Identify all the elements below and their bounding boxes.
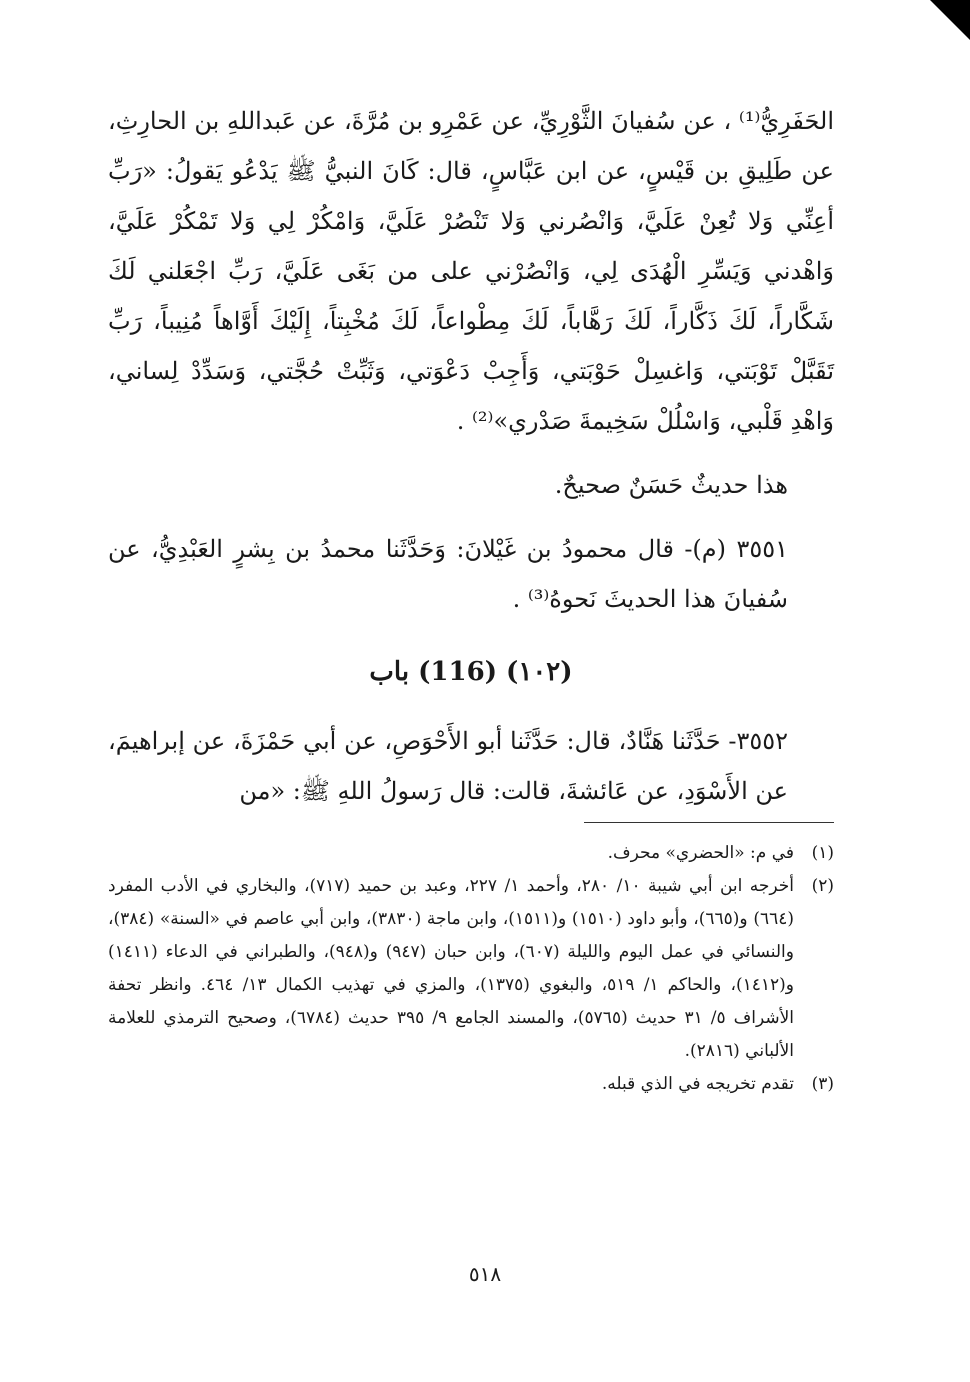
footnote-number: (١) (811, 843, 834, 863)
page-content (108, 96, 834, 1101)
footnote-number: (٢) (811, 876, 834, 896)
hadith-3551-paragraph: ٣٥٥١ (م)- قال محمودُ بن غَيْلانَ: وَحَدَّثَنا محمدُ بن بِشرٍ العَبْدِيُّ، عن سُفيانَ هذا الحديثَ نَحوهُ⁽³⁾ . (108, 535, 789, 613)
grading-paragraph: هذا حديثٌ حَسَنٌ صحيحٌ. (554, 471, 788, 499)
footnote (108, 837, 834, 870)
main-text (108, 96, 834, 816)
corner-scan-mark (930, 0, 970, 40)
footnote (108, 870, 834, 1068)
footnote-text: تقدم تخريجه في الذي قبله. (601, 1074, 794, 1094)
chapter-heading: (١٠٢) (116) باب (369, 657, 573, 687)
page-number: ٥١٨ (468, 1262, 502, 1286)
footnote (108, 1068, 834, 1101)
footnote-text: أخرجه ابن أبي شيبة ١٠/ ٢٨٠، وأحمد ١/ ٢٢٧، وعبد بن حميد (٧١٧)، والبخاري في الأدب المفرد (٦٦٤) و(٦٦٥)، وأبو داود (١٥١٠) و(١٥١١)، وابن ماجة (٣٨٣٠)، وابن أبي عاصم في «السنة» (٣٨٤)، والنسائي في عمل اليوم والليلة (٦٠٧)، وابن حبان (٩٤٧) و(٩٤٨)، والطبراني في الدعاء (١٤١١) و(١٤١٢)، والحاكم ١/ ٥١٩، والبغوي (١٣٧٥)، والمزي في تهذيب الكمال ١٣/ ٤٦٤. وانظر تحفة الأشراف ٥/ ٣١ حديث (٥٧٦٥)، والمسند الجامع ٩/ ٣٩٥ حديث (٦٧٨٤)، وصحيح الترمذي للعلامة الألباني (٢٨١٦). (108, 876, 795, 1061)
hadith-3552-paragraph: ٣٥٥٢- حَدَّثَنا هَنَّادٌ، قال: حَدَّثَنا أبو الأَحْوَصِ، عن أبي حَمْزَةَ، عن إبراهيمَ، عن الأَسْوَدِ، عن عَائشةَ، قالت: قال رَسولُ اللهِ ﷺ: «من (108, 727, 788, 805)
footnote-divider (584, 822, 834, 823)
footnote-number: (٣) (811, 1074, 834, 1094)
hadith-text-paragraph: الحَفَرِيُّ⁽¹⁾ ، عن سُفيانَ الثَّوْرِيِّ، عن عَمْرِو بن مُرَّةَ، عن عَبداللهِ بن الحارِثِ، عن طَلِيقِ بن قَيْسٍ، عن ابن عَبَّاسٍ، قال: كَانَ النبيُّ ﷺ يَدْعُو يَقولُ: «رَبِّ أعِنِّي وَلا تُعِنْ عَلَيَّ، وَانْصُرني وَلا تَنْصُرْ عَلَيَّ، وَامْكُرْ لِي وَلا تَمْكُرْ عَلَيَّ، وَاهْدني وَيَسِّرِ الْهُدَى لِي، وَانْصُرْني على من بَغَى عَلَيَّ، رَبِّ اجْعَلني لَكَ شَكَّاراً، لَكَ ذَكَّاراً، لَكَ رَهَّاباً، لَكَ مِطْواعاً، لَكَ مُخْبِتاً، إِلَيْكَ أَوَّاهاً مُنِيباً، رَبِّ تَقَبَّلْ تَوْبَتي، وَاغسِلْ حَوْبَتي، وَأَجِبْ دَعْوَتي، وَثَبِّتْ حُجَّتي، وَسَدِّدْ لِساني، وَاهْدِ قَلْبي، وَاسْلُلْ سَخِيمةَ صَدْري»⁽²⁾ . (108, 107, 834, 435)
footnote-text: في م: «الحضري» محرف. (607, 843, 794, 863)
footnotes (108, 823, 834, 1101)
